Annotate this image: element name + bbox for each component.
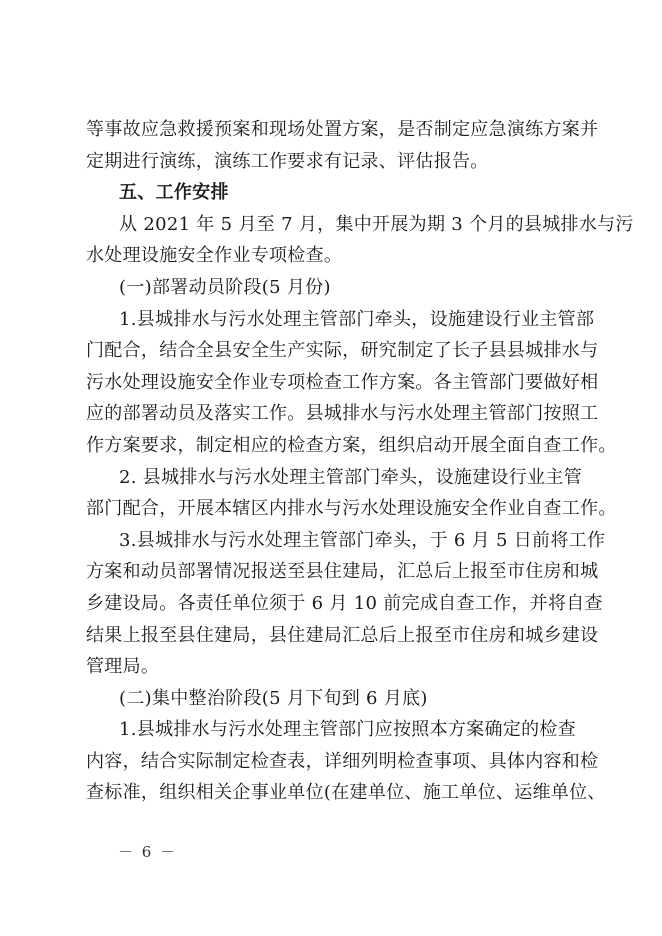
text-line: 内容，结合实际制定检查表，详细列明检查事项、具体内容和检 [86,750,599,772]
text-line: 定期进行演练，演练工作要求有记录、评估报告。 [86,150,489,172]
text-line: 部门配合，开展本辖区内排水与污水处理设施安全作业自查工作。 [86,498,617,520]
text-line: 结果上报至县住建局，县住建局汇总后上报至市住房和城乡建设 [86,624,599,646]
text-line: 方案和动员部署情况报送至县住建局，汇总后上报至市住房和城 [86,561,599,583]
section-heading: 五、工作安排 [119,182,229,204]
subsection-heading: (一)部署动员阶段(5 月份) [119,276,331,298]
text-line: 1.县城排水与污水处理主管部门牵头，设施建设行业主管部 [119,308,595,330]
text-line: 3.县城排水与污水处理主管部门牵头，于 6 月 5 日前将工作 [119,529,606,551]
text-line: 乡建设局。各责任单位须于 6 月 10 前完成自查工作，并将自查 [86,592,603,614]
text-line: 1.县城排水与污水处理主管部门应按照本方案确定的检查 [119,719,576,741]
text-line: 污水处理设施安全作业专项检查工作方案。各主管部门要做好相 [86,371,599,393]
text-line: 查标准，组织相关企事业单位(在建单位、施工单位、运维单位、 [86,782,606,804]
text-line: 水处理设施安全作业专项检查。 [86,245,343,267]
text-line: 2. 县城排水与污水处理主管部门牵头，设施建设行业主管 [119,466,582,488]
text-line: 管理局。 [86,656,160,678]
page-number: － 6 － [118,843,178,861]
document-body [86,114,634,809]
text-line: 应的部署动员及落实工作。县城排水与污水处理主管部门按照工 [86,403,599,425]
text-line: 从 2021 年 5 月至 7 月，集中开展为期 3 个月的县城排水与污 [119,213,634,235]
text-line: 作方案要求，制定相应的检查方案，组织启动开展全面自查工作。 [86,434,617,456]
text-line: 等事故应急救援预案和现场处置方案，是否制定应急演练方案并 [86,119,599,140]
text-line: 门配合，结合全县安全生产实际，研究制定了长子县县城排水与 [86,340,599,362]
subsection-heading: (二)集中整治阶段(5 月下旬到 6 月底) [119,687,428,709]
